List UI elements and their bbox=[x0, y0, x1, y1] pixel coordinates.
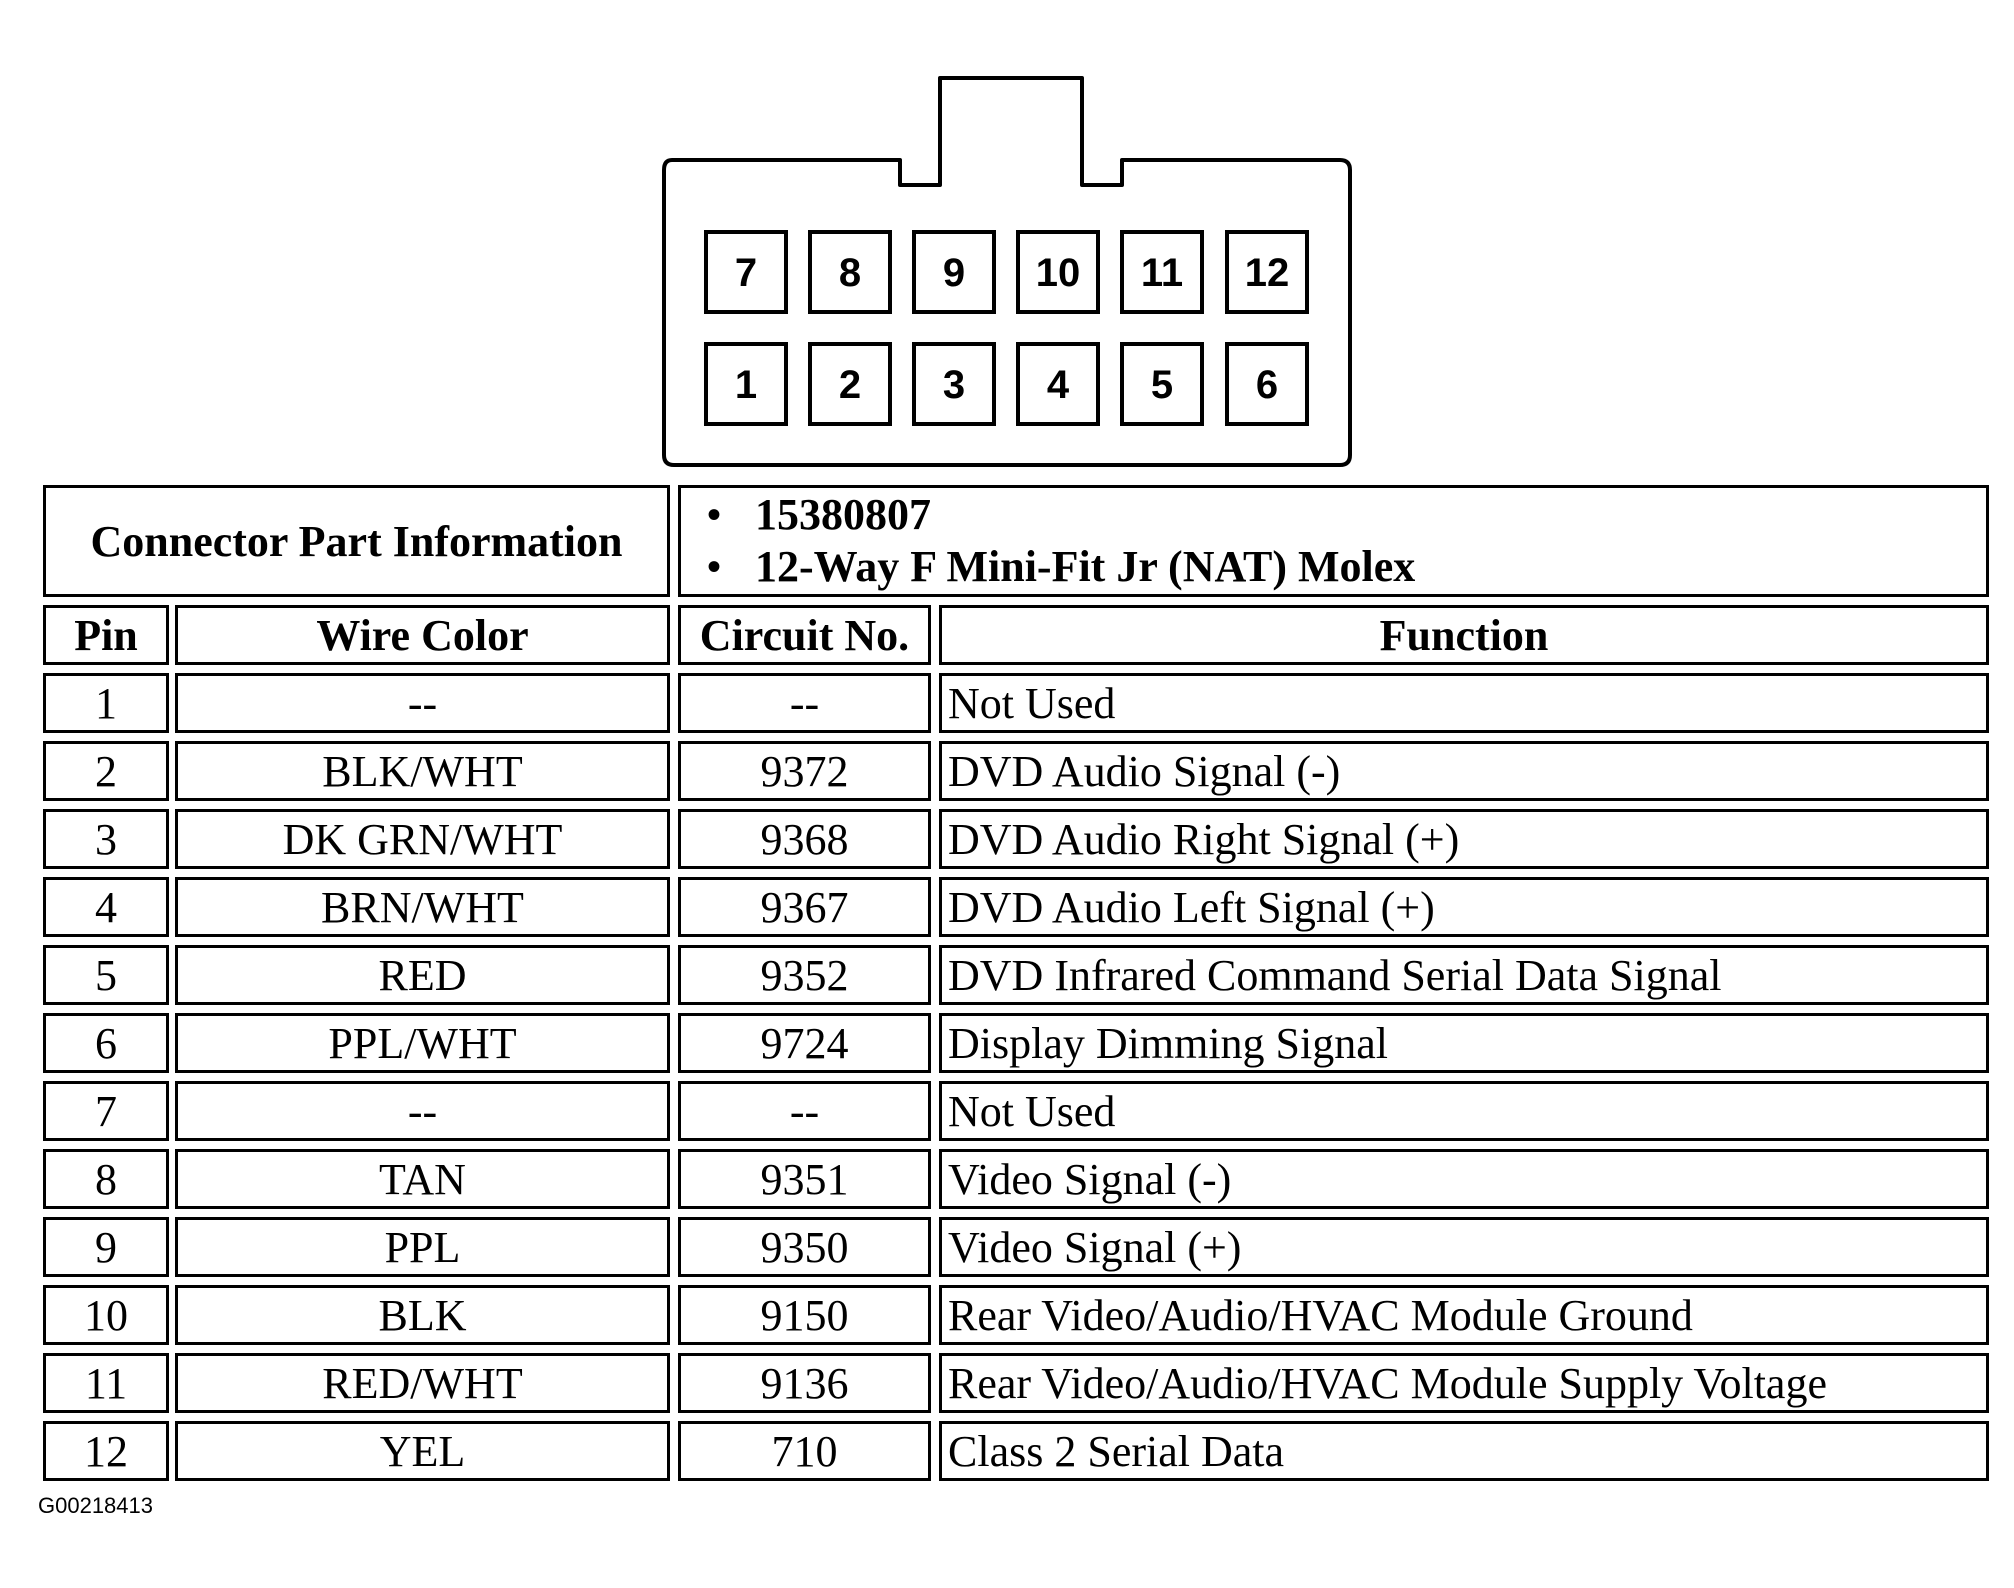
cell-circuit-no: -- bbox=[678, 1081, 931, 1141]
cell-pin: 10 bbox=[43, 1285, 169, 1345]
cell-wire-color: DK GRN/WHT bbox=[175, 809, 670, 869]
cell-wire-color: -- bbox=[175, 673, 670, 733]
cell-function: Not Used bbox=[939, 673, 1989, 733]
figure-id: G00218413 bbox=[38, 1493, 153, 1518]
cell-circuit-no: 9136 bbox=[678, 1353, 931, 1413]
cell-pin: 3 bbox=[43, 809, 169, 869]
cell-wire-color: TAN bbox=[175, 1149, 670, 1209]
connector-pin-number: 1 bbox=[734, 363, 758, 407]
header-circuit-no: Circuit No. bbox=[678, 605, 931, 665]
connector-pin-3 bbox=[914, 344, 994, 424]
connector-diagram bbox=[0, 0, 2014, 480]
connector-pin-number: 3 bbox=[942, 363, 966, 407]
cell-pin: 2 bbox=[43, 741, 169, 801]
cell-pin: 11 bbox=[43, 1353, 169, 1413]
connector-pins-top-row bbox=[706, 232, 1307, 312]
cell-circuit-no: -- bbox=[678, 673, 931, 733]
connector-pin-number: 4 bbox=[1046, 363, 1070, 407]
connector-pin-12 bbox=[1227, 232, 1307, 312]
header-function: Function bbox=[939, 605, 1989, 665]
cell-pin: 7 bbox=[43, 1081, 169, 1141]
connector-pin-6 bbox=[1227, 344, 1307, 424]
cell-wire-color: YEL bbox=[175, 1421, 670, 1481]
cell-pin: 4 bbox=[43, 877, 169, 937]
cell-function: Rear Video/Audio/HVAC Module Supply Voltage bbox=[939, 1353, 1989, 1413]
cell-circuit-no: 710 bbox=[678, 1421, 931, 1481]
connector-pin-number: 9 bbox=[942, 251, 966, 295]
header-wire-color: Wire Color bbox=[175, 605, 670, 665]
connector-pin-number: 11 bbox=[1140, 251, 1184, 295]
cell-function: Display Dimming Signal bbox=[939, 1013, 1989, 1073]
connector-pin-2 bbox=[810, 344, 890, 424]
cell-circuit-no: 9724 bbox=[678, 1013, 931, 1073]
connector-pin-number: 8 bbox=[838, 251, 862, 295]
cell-function: Video Signal (+) bbox=[939, 1217, 1989, 1277]
part-info-label: Connector Part Information bbox=[90, 516, 623, 566]
part-info-label-cell bbox=[43, 485, 670, 597]
cell-wire-color: RED bbox=[175, 945, 670, 1005]
cell-function: Video Signal (-) bbox=[939, 1149, 1989, 1209]
cell-pin: 9 bbox=[43, 1217, 169, 1277]
part-description: • 12-Way F Mini-Fit Jr (NAT) Molex bbox=[755, 541, 1415, 593]
connector-pin-number: 10 bbox=[1035, 251, 1081, 295]
cell-pin: 5 bbox=[43, 945, 169, 1005]
cell-function: Class 2 Serial Data bbox=[939, 1421, 1989, 1481]
cell-wire-color: PPL/WHT bbox=[175, 1013, 670, 1073]
cell-pin: 8 bbox=[43, 1149, 169, 1209]
connector-pin-9 bbox=[914, 232, 994, 312]
cell-function: DVD Audio Signal (-) bbox=[939, 741, 1989, 801]
cell-circuit-no: 9150 bbox=[678, 1285, 931, 1345]
cell-circuit-no: 9351 bbox=[678, 1149, 931, 1209]
connector-pin-10 bbox=[1018, 232, 1098, 312]
connector-pin-4 bbox=[1018, 344, 1098, 424]
header-pin: Pin bbox=[43, 605, 169, 665]
cell-pin: 1 bbox=[43, 673, 169, 733]
cell-circuit-no: 9372 bbox=[678, 741, 931, 801]
connector-pins-bottom-row bbox=[706, 344, 1307, 424]
cell-pin: 12 bbox=[43, 1421, 169, 1481]
cell-wire-color: BLK bbox=[175, 1285, 670, 1345]
cell-wire-color: BRN/WHT bbox=[175, 877, 670, 937]
cell-wire-color: PPL bbox=[175, 1217, 670, 1277]
connector-pin-number: 12 bbox=[1244, 251, 1290, 295]
part-number: • 15380807 bbox=[755, 489, 931, 541]
connector-pin-number: 2 bbox=[838, 363, 862, 407]
connector-pin-number: 6 bbox=[1255, 363, 1279, 407]
cell-circuit-no: 9368 bbox=[678, 809, 931, 869]
cell-function: Not Used bbox=[939, 1081, 1989, 1141]
connector-pin-8 bbox=[810, 232, 890, 312]
cell-circuit-no: 9367 bbox=[678, 877, 931, 937]
cell-pin: 6 bbox=[43, 1013, 169, 1073]
cell-function: Rear Video/Audio/HVAC Module Ground bbox=[939, 1285, 1989, 1345]
cell-function: DVD Audio Right Signal (+) bbox=[939, 809, 1989, 869]
connector-pin-number: 5 bbox=[1150, 363, 1174, 407]
connector-pin-1 bbox=[706, 344, 786, 424]
connector-pin-11 bbox=[1122, 232, 1202, 312]
connector-pin-7 bbox=[706, 232, 786, 312]
connector-pin-5 bbox=[1122, 344, 1202, 424]
part-info-list-cell bbox=[678, 485, 1989, 597]
cell-function: DVD Infrared Command Serial Data Signal bbox=[939, 945, 1989, 1005]
cell-circuit-no: 9352 bbox=[678, 945, 931, 1005]
cell-circuit-no: 9350 bbox=[678, 1217, 931, 1277]
cell-wire-color: RED/WHT bbox=[175, 1353, 670, 1413]
cell-function: DVD Audio Left Signal (+) bbox=[939, 877, 1989, 937]
connector-pin-number: 7 bbox=[734, 251, 758, 295]
cell-wire-color: -- bbox=[175, 1081, 670, 1141]
cell-wire-color: BLK/WHT bbox=[175, 741, 670, 801]
